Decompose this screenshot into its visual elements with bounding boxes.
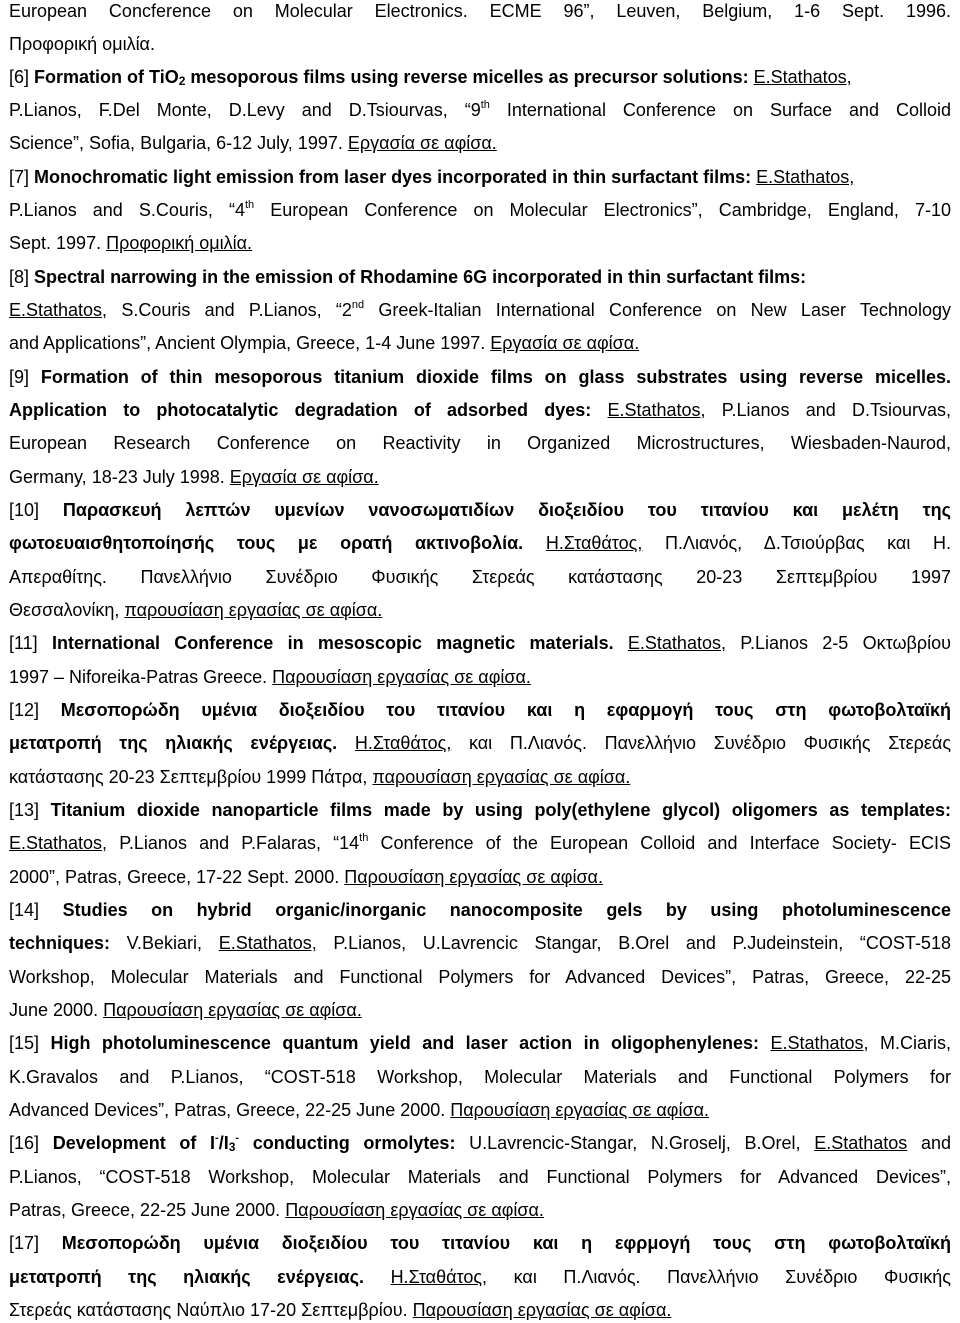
ref-10-conference: Απεραθίτης. Πανελλήνιο Συνέδριο Φυσικής Στερεάς κατάστασης 20-23 Σεπτεμβρίου 1997 — [9, 567, 951, 587]
ref-6-venue: Science”, Sofia, Bulgaria, 6-12 July, 1997. — [9, 133, 343, 153]
ref-6-author-link: E.Stathatos, — [753, 67, 852, 87]
ref-7-title: Monochromatic light emission from laser dyes incorporated in thin surfactant films: — [34, 167, 752, 187]
ref-9-venue: Germany, 18-23 July 1998. — [9, 467, 225, 487]
ref-17-line-1 — [9, 1232, 951, 1254]
ref-14-conference: Workshop, Molecular Materials and Functional Polymers for Advanced Devices”, Patras, Greece, 22-25 — [9, 967, 951, 987]
ref-12-title-cont: μετατροπή της ηλιακής ενέργειας. — [9, 733, 338, 753]
ref-14-venue: June 2000. — [9, 1000, 99, 1020]
ref-14-line-4 — [9, 999, 951, 1021]
ref-13-authors: P.Lianos and P.Falaras, “14 — [119, 833, 360, 853]
ref-6-note: Εργασία σε αφίσα. — [347, 133, 497, 153]
ref-17-note: Παρουσίαση εργασίας σε αφίσα. — [412, 1300, 672, 1320]
ref-12-authors: και Π.Λιανός. Πανελλήνιο Συνέδριο Φυσικής Στερεάς — [469, 733, 951, 753]
ref-6-line-3 — [9, 132, 951, 154]
ref-16-conference: P.Lianos, “COST-518 Workshop, Molecular Materials and Functional Polymers for Advanced Devices”, — [9, 1167, 951, 1187]
ref-10-venue: Θεσσαλονίκη, — [9, 600, 120, 620]
ref-17-author-link: Η.Σταθάτος, — [390, 1267, 488, 1287]
ref-6-line-1 — [9, 66, 951, 88]
ref-11-line-2 — [9, 666, 951, 688]
ref-16-number: [16] — [9, 1133, 40, 1153]
ref-13-line-1 — [9, 799, 951, 821]
ref-15-line-2 — [9, 1066, 951, 1088]
ref-11-author-link: E.Stathatos, — [627, 633, 726, 653]
ref-15-conference: K.Gravalos and P.Lianos, “COST-518 Workshop, Molecular Materials and Functional Polymers for — [9, 1067, 951, 1087]
ref-17-authors: και Π.Λιανός. Πανελλήνιο Συνέδριο Φυσικής — [513, 1267, 951, 1287]
ref-17-line-3 — [9, 1299, 951, 1321]
ref-6-number: [6] — [9, 67, 30, 87]
ref-13-number: [13] — [9, 800, 40, 820]
ref-9-authors: P.Lianos and D.Tsiourvas, — [721, 400, 951, 420]
ref-15-title: High photoluminescence quantum yield and laser action in oligophenylenes: — [50, 1033, 760, 1053]
ref-7-line-3 — [9, 232, 951, 254]
ref-10-number: [10] — [9, 500, 40, 520]
ref-13-note: Παρουσίαση εργασίας σε αφίσα. — [344, 867, 603, 887]
ref-8-venue: and Applications”, Ancient Olympia, Greece, 1-4 June 1997. — [9, 333, 486, 353]
ref-5-line-1 — [9, 0, 951, 22]
ref-12-note: παρουσίαση εργασίας σε αφίσα. — [372, 767, 631, 787]
ref-14-authors: P.Lianos, U.Lavrencic Stangar, B.Orel and P.Judeinstein, “COST-518 — [333, 933, 951, 953]
ref-11-venue: 1997 – Niforeika-Patras Greece. — [9, 667, 268, 687]
ref-10-line-1 — [9, 499, 951, 521]
ref-15-line-3 — [9, 1099, 951, 1121]
ref-9-line-3 — [9, 432, 951, 454]
ref-14-line-2: techniques: V.Bekiari, E.Stathatos, P.Lianos, U.Lavrencic Stangar, B.Orel and P.Judeinstein, “COST-518 — [9, 933, 951, 953]
ref-13-title: Titanium dioxide nanoparticle films made by using poly(ethylene glycol) oligomers as templates: — [50, 800, 951, 820]
ref-13-conference: Conference of the European Colloid and Interface Society- ECIS — [380, 833, 951, 853]
ref-14-line-1 — [9, 899, 951, 921]
ref-12-line-1 — [9, 699, 951, 721]
ref-12-title: Μεσοπορώδη υμένια διοξειδίου του τιτανίου και η εφαρμογή τους στη φωτοβολταϊκή — [60, 700, 951, 720]
ref-17-title-cont: μετατροπή της ηλιακής ενέργειας. — [9, 1267, 364, 1287]
ref-10-authors: Π.Λιανός, Δ.Τσιούρβας και Η. — [665, 533, 951, 553]
ref-15-authors: M.Ciaris, — [879, 1033, 951, 1053]
ref-8-author-link: E.Stathatos, — [9, 300, 108, 320]
ref-13-line-2: E.Stathatos, P.Lianos and P.Falaras, “14th Conference of the European Colloid and Interface Society- ECIS — [9, 832, 951, 853]
ref-11-authors: P.Lianos 2-5 Οκτωβρίου — [740, 633, 951, 653]
ref-5-line-2 — [9, 33, 951, 55]
ref-16-title: Development of $I^-/I_3^-$ conducting ormolytes: — [52, 1132, 456, 1154]
ref-14-number: [14] — [9, 900, 40, 920]
ref-10-line-4 — [9, 599, 951, 621]
ref-16-line-2 — [9, 1166, 951, 1188]
ref-10-line-2 — [9, 532, 951, 554]
ref-16-line-3 — [9, 1199, 951, 1221]
ref-6-line-2: P.Lianos, F.Del Monte, D.Levy and D.Tsiourvas, “9th International Conference on Surface and Colloid — [9, 99, 951, 120]
ref-9-line-2 — [9, 399, 951, 421]
ref-8-line-3 — [9, 332, 951, 354]
ref-15-venue: Advanced Devices”, Patras, Greece, 22-25 June 2000. — [9, 1100, 446, 1120]
ref-7-author-link: E.Stathatos, — [756, 167, 855, 187]
ref-8-note: Εργασία σε αφίσα. — [490, 333, 640, 353]
ref-14-author-link: E.Stathatos, — [218, 933, 317, 953]
ref-7-conference: European Conference on Molecular Electronics”, Cambridge, England, 7-10 — [270, 200, 951, 220]
ref-14-title: Studies on hybrid organic/inorganic nanocomposite gels by using photoluminescence — [62, 900, 951, 920]
ref-11-title: International Conference in mesoscopic magnetic materials. — [51, 633, 614, 653]
ref-16-venue: Patras, Greece, 22-25 June 2000. — [9, 1200, 281, 1220]
ref-9-title: Formation of thin mesoporous titanium dioxide films on glass substrates using reverse micelles. — [40, 367, 951, 387]
ref-10-title-cont: φωτοευαισθητοποίησής τους με ορατή ακτινοβολία. — [9, 533, 524, 553]
ref-17-title: Μεσοπορώδη υμένια διοξειδίου του τιτανίου και η εφρμογή τους στη φωτοβολταϊκή — [61, 1233, 951, 1253]
ref-17-line-2 — [9, 1266, 951, 1288]
ref-12-line-3 — [9, 766, 951, 788]
ref-16-line-1: [16] Development of $I^-/I_3^-$ conducting ormolytes: U.Lavrencic-Stangar, N.Groselj, B.Orel, E.Stathatos and — [9, 1132, 951, 1154]
ref-15-line-1 — [9, 1032, 951, 1054]
ref-15-number: [15] — [9, 1033, 40, 1053]
ref-6-conference: International Conference on Surface and Colloid — [506, 100, 951, 120]
ref-7-note: Προφορική ομιλία. — [106, 233, 253, 253]
ref-16-note: Παρουσίαση εργασίας σε αφίσα. — [285, 1200, 544, 1220]
ref-12-author-link: Η.Σταθάτος, — [354, 733, 452, 753]
ref-10-note: παρουσίαση εργασίας σε αφίσα. — [124, 600, 383, 620]
ref-7-authors: P.Lianos and S.Couris, “4 — [9, 200, 245, 220]
ref-6-authors: P.Lianos, F.Del Monte, D.Levy and D.Tsiourvas, “9 — [9, 100, 481, 120]
ref-10-title: Παρασκευή λεπτών υμενίων νανοσωματιδίων διοξειδίου του τιτανίου και μελέτη της — [62, 500, 951, 520]
ref-7-number: [7] — [9, 167, 30, 187]
ref-5-note: Προφορική ομιλία. — [9, 34, 155, 54]
ref-14-line-3 — [9, 966, 951, 988]
ref-10-author-link: Η.Σταθάτος, — [545, 533, 643, 553]
ref-8-conference: Greek-Italian International Conference on New Laser Technology — [378, 300, 951, 320]
ref-11-line-1 — [9, 632, 951, 654]
ref-8-title: Spectral narrowing in the emission of Rhodamine 6G incorporated in thin surfactant films: — [34, 267, 807, 287]
ref-12-number: [12] — [9, 700, 40, 720]
ref-16-author-link: E.Stathatos — [814, 1133, 908, 1153]
ref-12-venue: κατάστασης 20-23 Σεπτεμβρίου 1999 Πάτρα, — [9, 767, 368, 787]
ref-11-note: Παρουσίαση εργασίας σε αφίσα. — [272, 667, 531, 687]
ref-17-venue: Στερεάς κατάστασης Ναύπλιο 17-20 Σεπτεμβρίου. — [9, 1300, 408, 1320]
ref-8-line-2: E.Stathatos, S.Couris and P.Lianos, “2nd Greek-Italian International Conference on New Laser Technology — [9, 299, 951, 320]
ref-5-venue: European Concference on Molecular Electronics. ECME 96”, Leuven, Belgium, 1-6 Sept. 1996. — [9, 1, 951, 21]
ref-9-note: Εργασία σε αφίσα. — [229, 467, 379, 487]
ref-9-number: [9] — [9, 367, 30, 387]
ref-6-title: Formation of TiO$_2$ mesoporous films using reverse micelles as precursor solutions: — [34, 67, 749, 88]
ref-12-line-2 — [9, 732, 951, 754]
ref-7-venue: Sept. 1997. — [9, 233, 102, 253]
ref-9-author-link: E.Stathatos, — [607, 400, 706, 420]
ref-7-line-2: P.Lianos and S.Couris, “4th European Conference on Molecular Electronics”, Cambridge, England, 7-10 — [9, 199, 951, 220]
ref-14-note: Παρουσίαση εργασίας σε αφίσα. — [103, 1000, 362, 1020]
ref-7-line-1 — [9, 166, 951, 188]
ref-11-number: [11] — [9, 633, 38, 653]
ref-17-number: [17] — [9, 1233, 40, 1253]
ref-15-author-link: E.Stathatos, — [770, 1033, 869, 1053]
ref-15-note: Παρουσίαση εργασίας σε αφίσα. — [450, 1100, 709, 1120]
ref-8-authors: S.Couris and P.Lianos, “2 — [121, 300, 352, 320]
ref-9-line-1 — [9, 366, 951, 388]
ref-8-line-1 — [9, 266, 951, 288]
ref-9-line-4 — [9, 466, 951, 488]
ref-10-line-3 — [9, 566, 951, 588]
ref-13-author-link: E.Stathatos, — [9, 833, 108, 853]
ref-14-title-cont: techniques: — [9, 933, 111, 953]
ref-9-title-cont: Application to photocatalytic degradation of adsorbed dyes: — [9, 400, 592, 420]
ref-8-number: [8] — [9, 267, 30, 287]
ref-13-venue: 2000”, Patras, Greece, 17-22 Sept. 2000. — [9, 867, 340, 887]
ref-9-conference: European Research Conference on Reactivity in Organized Microstructures, Wiesbaden-Naurod, — [9, 433, 951, 453]
ref-13-line-3 — [9, 866, 951, 888]
